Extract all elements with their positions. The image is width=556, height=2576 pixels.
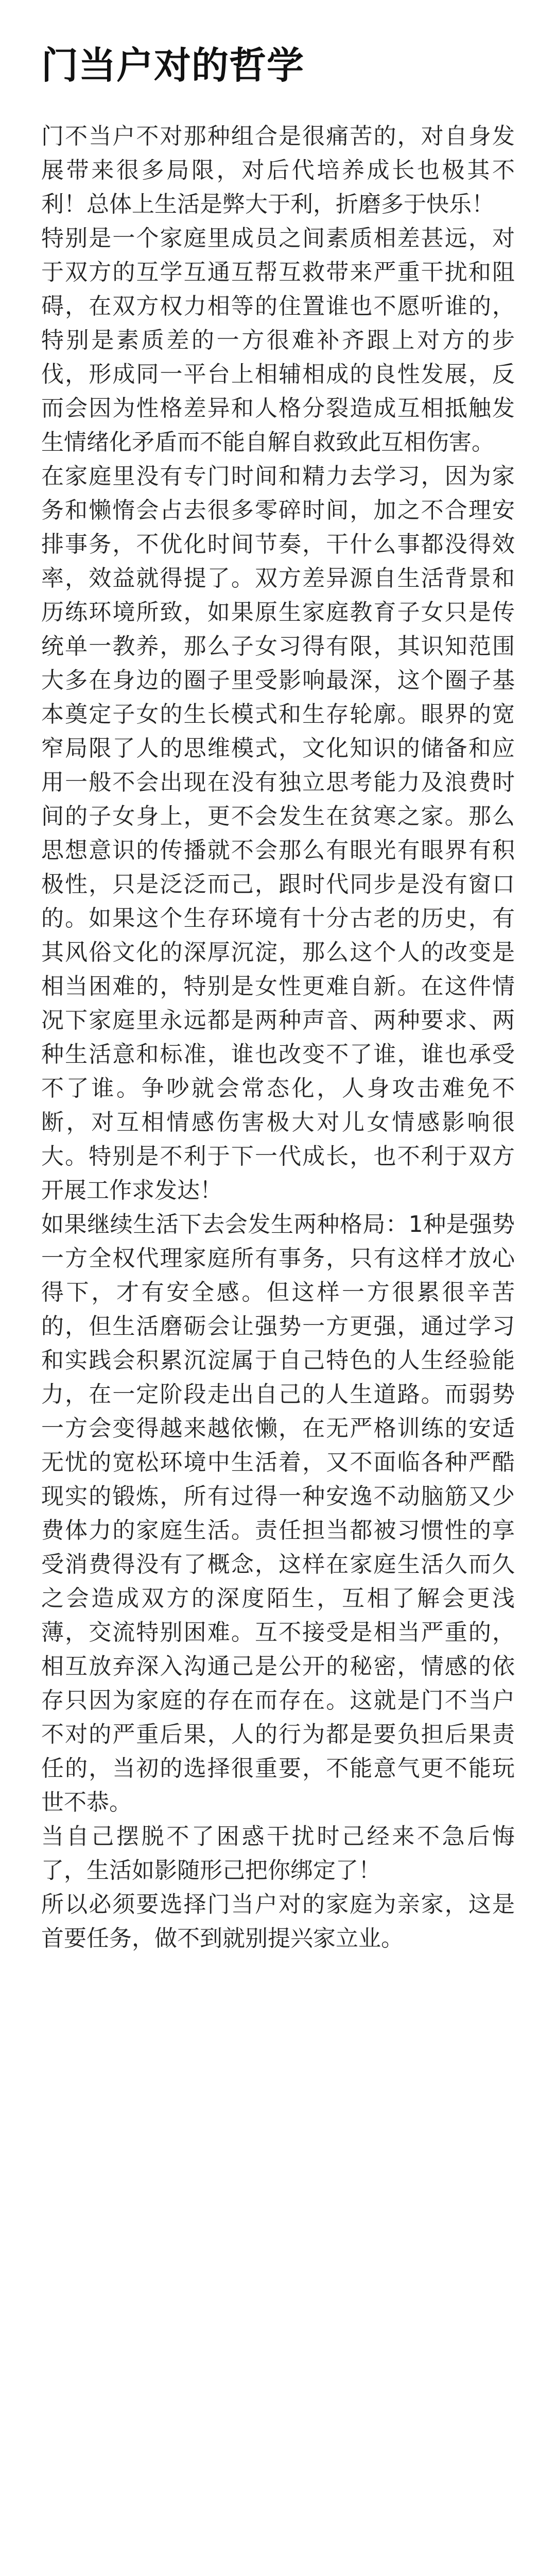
note-paragraph: 如果继续生活下去会发生两种格局：1种是强势一方全权代理家庭所有事务，只有这样才放心得下，才有安全感。但这样一方很累很辛苦的，但生活磨砺会让强势一方更强，通过学习和实践会积累沉淀属于自己特色的人生经验能力，在一定阶段走出自己的人生道路。而弱势一方会变得越来越依懒，在无严格训练的安适无忧的宽松环境中生活着，又不面临各种严酷现实的锻炼，所有过得一种安逸不动脑筋又少费体力的家庭生活。责任担当都被习惯性的享受消费得没有了概念，这样在家庭生活久而久之会造成双方的深度陌生，互相了解会更浅薄，交流特别困难。互不接受是相当严重的，相互放弃深入沟通己是公开的秘密，情感的依存只因为家庭的存在而存在。这就是门不当户不对的严重后果，人的行为都是要负担后果责任的，当初的选择很重要，不能意气更不能玩世不恭。 — [41, 1211, 515, 1816]
note-paragraph: 门不当户不对那种组合是很痛苦的，对自身发展带来很多局限，对后代培养成长也极其不利！总体上生活是弊大于利，折磨多于快乐！ — [41, 123, 515, 217]
note-title: 门当户对的哲学 — [41, 44, 305, 87]
note-paragraph: 当自己摆脱不了困惑干扰时己经来不急后悔了，生活如影随形己把你绑定了！ — [41, 1823, 515, 1884]
note-paragraph: 特别是一个家庭里成员之间素质相差甚远，对于双方的互学互通互帮互救带来严重干扰和阻碍，在双方权力相等的住置谁也不愿听谁的，特别是素质差的一方很难补齐跟上对方的步伐，形成同一平台上相辅相成的良性发展，反而会因为性格差异和人格分裂造成互相抵触发生情绪化矛盾而不能自解自救致此互相伤害。 — [41, 225, 515, 455]
note-paragraph: 所以必须要选择门当户对的家庭为亲家，这是首要任务，做不到就别提兴家立业。 — [41, 1891, 515, 1952]
note-paragraph: 在家庭里没有专门时间和精力去学习，因为家务和懒惰会占去很多零碎时间，加之不合理安排事务，不优化时间节奏，干什么事都没得效率，效益就得提了。双方差异源自生活背景和历练环境所致，如果原生家庭教育子女只是传统单一教养，那么子女习得有限，其识知范围大多在身边的圈子里受影响最深，这个圈子基本奠定子女的生长模式和生存轮廓。眼界的宽窄局限了人的思维模式，文化知识的储备和应用一般不会出现在没有独立思考能力及浪费时间的子女身上，更不会发生在贫寒之家。那么思想意识的传播就不会那么有眼光有眼界有积极性，只是泛泛而己，跟时代同步是没有窗口的。如果这个生存环境有十分古老的历史，有其风俗文化的深厚沉淀，那么这个人的改变是相当困难的，特别是女性更难自新。在这件情况下家庭里永远都是两种声音、两种要求、两种生活意和标准，谁也改变不了谁，谁也承受不了谁。争吵就会常态化，人身攻击难免不断，对互相情感伤害极大对儿女情感影响很大。特别是不利于下一代成长，也不利于双方开展工作求发达！ — [41, 463, 515, 1204]
